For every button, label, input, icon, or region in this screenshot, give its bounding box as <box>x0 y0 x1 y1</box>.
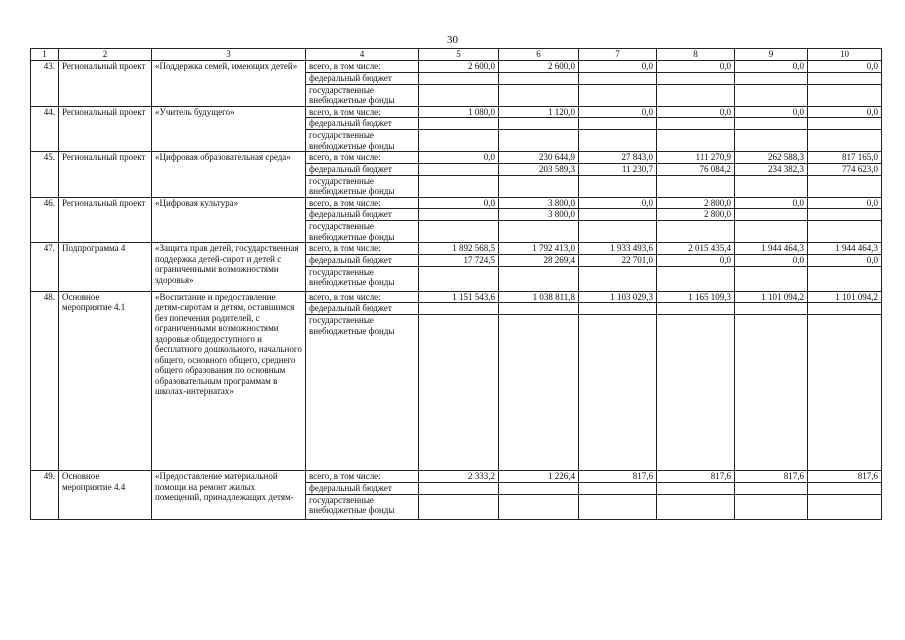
source-state-funds: государственные внебюджетные фонды <box>306 221 419 243</box>
amount-federal <box>499 118 579 130</box>
amount-federal <box>808 118 882 130</box>
amount-federal: 2 800,0 <box>657 209 735 221</box>
col-header: 2 <box>59 49 152 61</box>
amount-state-funds <box>499 130 579 152</box>
amount-federal <box>735 482 808 494</box>
item-type: Региональный проект <box>59 197 152 243</box>
amount-total: 2 015 435,4 <box>657 243 735 255</box>
source-federal: федеральный бюджет <box>306 163 419 175</box>
amount-state-funds <box>579 130 657 152</box>
item-name: «Защита прав детей, государственная поддержка детей-сирот и детей с ограниченными возможностями здоровья» <box>152 243 306 292</box>
row-number: 46. <box>31 197 59 243</box>
amount-state-funds <box>579 494 657 519</box>
amount-federal <box>499 72 579 84</box>
amount-total: 1 226,4 <box>499 471 579 483</box>
amount-state-funds <box>735 315 808 471</box>
amount-federal: 28 269,4 <box>499 254 579 266</box>
amount-total: 0,0 <box>657 61 735 73</box>
item-name: «Цифровая культура» <box>152 197 306 243</box>
table-row <box>31 106 882 118</box>
item-name: «Учитель будущего» <box>152 106 306 152</box>
amount-state-funds <box>808 175 882 197</box>
amount-total: 262 588,3 <box>735 152 808 164</box>
amount-federal <box>499 303 579 315</box>
amount-total: 2 800,0 <box>657 197 735 209</box>
amount-state-funds <box>499 315 579 471</box>
amount-total: 1 944 464,3 <box>808 243 882 255</box>
header-row <box>31 49 882 61</box>
source-federal: федеральный бюджет <box>306 303 419 315</box>
amount-total: 0,0 <box>808 106 882 118</box>
amount-total: 1 101 094,2 <box>808 291 882 303</box>
amount-total: 0,0 <box>579 61 657 73</box>
amount-total: 1 103 029,3 <box>579 291 657 303</box>
amount-state-funds <box>735 266 808 291</box>
row-number: 44. <box>31 106 59 152</box>
table-row <box>31 197 882 209</box>
amount-state-funds <box>419 315 499 471</box>
item-type: Региональный проект <box>59 61 152 107</box>
amount-state-funds <box>657 130 735 152</box>
budget-table <box>30 48 882 520</box>
item-type: Основное мероприятие 4.1 <box>59 291 152 471</box>
amount-federal <box>419 209 499 221</box>
amount-federal: 774 623,0 <box>808 163 882 175</box>
amount-state-funds <box>657 221 735 243</box>
amount-total: 27 843,0 <box>579 152 657 164</box>
amount-federal <box>808 482 882 494</box>
table-row <box>31 61 882 73</box>
amount-state-funds <box>808 84 882 106</box>
item-type: Региональный проект <box>59 152 152 198</box>
amount-state-funds <box>579 315 657 471</box>
amount-federal: 0,0 <box>808 254 882 266</box>
amount-federal <box>419 72 499 84</box>
amount-total: 1 933 493,6 <box>579 243 657 255</box>
source-state-funds: государственные внебюджетные фонды <box>306 175 419 197</box>
amount-total: 1 038 811,8 <box>499 291 579 303</box>
amount-total: 1 120,0 <box>499 106 579 118</box>
amount-state-funds <box>735 175 808 197</box>
amount-total: 0,0 <box>657 106 735 118</box>
amount-state-funds <box>419 266 499 291</box>
amount-total: 3 800,0 <box>499 197 579 209</box>
amount-state-funds <box>735 494 808 519</box>
source-state-funds: государственные внебюджетные фонды <box>306 315 419 471</box>
amount-state-funds <box>579 175 657 197</box>
amount-federal: 76 084,2 <box>657 163 735 175</box>
amount-federal <box>735 209 808 221</box>
source-state-funds: государственные внебюджетные фонды <box>306 130 419 152</box>
amount-total: 817,6 <box>735 471 808 483</box>
col-header: 9 <box>735 49 808 61</box>
amount-total: 2 600,0 <box>499 61 579 73</box>
amount-federal: 203 589,3 <box>499 163 579 175</box>
amount-federal: 11 230,7 <box>579 163 657 175</box>
source-federal: федеральный бюджет <box>306 482 419 494</box>
item-type: Основное мероприятие 4.4 <box>59 471 152 520</box>
col-header: 7 <box>579 49 657 61</box>
item-type: Подпрограмма 4 <box>59 243 152 292</box>
amount-total: 817,6 <box>657 471 735 483</box>
amount-state-funds <box>499 175 579 197</box>
col-header: 5 <box>419 49 499 61</box>
amount-total: 0,0 <box>735 106 808 118</box>
amount-federal <box>419 163 499 175</box>
item-name: «Цифровая образовательная среда» <box>152 152 306 198</box>
amount-federal <box>657 482 735 494</box>
amount-federal <box>579 303 657 315</box>
source-federal: федеральный бюджет <box>306 254 419 266</box>
amount-federal: 0,0 <box>657 254 735 266</box>
amount-state-funds <box>579 266 657 291</box>
source-total: всего, в том числе: <box>306 243 419 255</box>
source-total: всего, в том числе: <box>306 471 419 483</box>
amount-federal <box>499 482 579 494</box>
col-header: 3 <box>152 49 306 61</box>
amount-state-funds <box>657 494 735 519</box>
amount-total: 0,0 <box>579 106 657 118</box>
amount-federal <box>735 118 808 130</box>
row-number: 48. <box>31 291 59 471</box>
amount-federal <box>419 482 499 494</box>
amount-federal <box>808 72 882 84</box>
amount-state-funds <box>419 84 499 106</box>
amount-total: 1 892 568,5 <box>419 243 499 255</box>
table-row <box>31 152 882 164</box>
amount-federal <box>579 72 657 84</box>
amount-total: 1 792 413,0 <box>499 243 579 255</box>
table-row <box>31 471 882 483</box>
amount-state-funds <box>808 266 882 291</box>
source-total: всего, в том числе: <box>306 61 419 73</box>
amount-total: 0,0 <box>419 152 499 164</box>
amount-state-funds <box>419 175 499 197</box>
amount-total: 1 151 543,6 <box>419 291 499 303</box>
source-state-funds: государственные внебюджетные фонды <box>306 84 419 106</box>
amount-state-funds <box>499 221 579 243</box>
amount-federal <box>808 303 882 315</box>
col-header: 6 <box>499 49 579 61</box>
amount-federal <box>735 72 808 84</box>
amount-federal <box>579 209 657 221</box>
table-body <box>31 61 882 520</box>
row-number: 47. <box>31 243 59 292</box>
amount-state-funds <box>808 494 882 519</box>
amount-total: 1 080,0 <box>419 106 499 118</box>
amount-total: 230 644,9 <box>499 152 579 164</box>
amount-federal: 234 382,3 <box>735 163 808 175</box>
amount-state-funds <box>808 315 882 471</box>
col-header: 8 <box>657 49 735 61</box>
amount-federal: 17 724,5 <box>419 254 499 266</box>
col-header: 4 <box>306 49 419 61</box>
amount-state-funds <box>808 130 882 152</box>
source-total: всего, в том числе: <box>306 291 419 303</box>
amount-state-funds <box>499 84 579 106</box>
amount-total: 0,0 <box>808 61 882 73</box>
amount-total: 0,0 <box>808 197 882 209</box>
item-name: «Поддержка семей, имеющих детей» <box>152 61 306 107</box>
item-type: Региональный проект <box>59 106 152 152</box>
amount-total: 817,6 <box>808 471 882 483</box>
amount-state-funds <box>657 266 735 291</box>
amount-federal <box>657 303 735 315</box>
source-state-funds: государственные внебюджетные фонды <box>306 494 419 519</box>
amount-state-funds <box>657 175 735 197</box>
col-header: 10 <box>808 49 882 61</box>
amount-total: 1 165 109,3 <box>657 291 735 303</box>
amount-state-funds <box>419 221 499 243</box>
col-header: 1 <box>31 49 59 61</box>
amount-federal: 0,0 <box>735 254 808 266</box>
amount-state-funds <box>808 221 882 243</box>
table-row <box>31 243 882 255</box>
amount-state-funds <box>579 84 657 106</box>
amount-federal <box>808 209 882 221</box>
amount-state-funds <box>419 494 499 519</box>
source-total: всего, в том числе: <box>306 197 419 209</box>
amount-state-funds <box>735 221 808 243</box>
row-number: 43. <box>31 61 59 107</box>
amount-state-funds <box>735 130 808 152</box>
amount-total: 817,6 <box>579 471 657 483</box>
amount-state-funds <box>657 84 735 106</box>
amount-total: 1 101 094,2 <box>735 291 808 303</box>
page-number: 30 <box>447 34 458 46</box>
amount-total: 1 944 464,3 <box>735 243 808 255</box>
amount-state-funds <box>657 315 735 471</box>
amount-federal <box>579 482 657 494</box>
amount-total: 0,0 <box>735 61 808 73</box>
row-number: 49. <box>31 471 59 520</box>
amount-federal <box>579 118 657 130</box>
amount-state-funds <box>419 130 499 152</box>
amount-federal: 22 701,0 <box>579 254 657 266</box>
amount-state-funds <box>499 266 579 291</box>
amount-federal <box>735 303 808 315</box>
amount-federal <box>419 118 499 130</box>
amount-federal <box>657 118 735 130</box>
amount-total: 2 600,0 <box>419 61 499 73</box>
amount-state-funds <box>579 221 657 243</box>
table-row <box>31 291 882 303</box>
row-number: 45. <box>31 152 59 198</box>
source-federal: федеральный бюджет <box>306 72 419 84</box>
amount-total: 111 270,9 <box>657 152 735 164</box>
source-federal: федеральный бюджет <box>306 209 419 221</box>
amount-total: 0,0 <box>735 197 808 209</box>
source-total: всего, в том числе: <box>306 106 419 118</box>
source-federal: федеральный бюджет <box>306 118 419 130</box>
amount-total: 817 165,0 <box>808 152 882 164</box>
amount-state-funds <box>735 84 808 106</box>
amount-federal <box>419 303 499 315</box>
source-total: всего, в том числе: <box>306 152 419 164</box>
source-state-funds: государственные внебюджетные фонды <box>306 266 419 291</box>
item-name: «Предоставление материальной помощи на ремонт жилых помещений, принадлежащих детям- <box>152 471 306 520</box>
amount-federal: 3 800,0 <box>499 209 579 221</box>
item-name: «Воспитание и предоставление детям-сиротам и детям, оставшимся без попечения родителей, с ограниченными возможностями здоровья общедоступного и бесплатного дошкольного, начального общего, основного общего, среднего общего образования по основным образовательным программам в школах-интернатах» <box>152 291 306 471</box>
amount-federal <box>657 72 735 84</box>
amount-total: 0,0 <box>579 197 657 209</box>
amount-state-funds <box>499 494 579 519</box>
amount-total: 2 333,2 <box>419 471 499 483</box>
amount-total: 0,0 <box>419 197 499 209</box>
